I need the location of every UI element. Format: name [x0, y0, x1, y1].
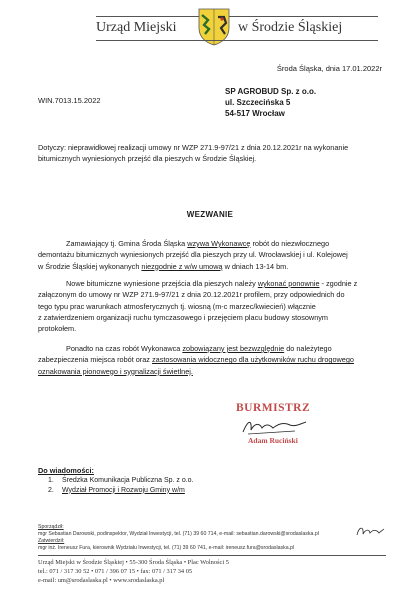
p2-text-a: Nowe bitumiczne wyniesione przejścia dla pieszych należy — [66, 279, 258, 288]
footer — [38, 558, 229, 585]
letter-date: Środa Śląska, dnia 17.01.2022r — [276, 64, 382, 73]
p1-line-2: demontażu bitumicznych wyniesionych przejść dla pieszych przy ul. Wrocławskiej i ul. Kolejowej — [38, 250, 348, 260]
p3-text-c: do należytego — [284, 344, 332, 353]
signature-title: BURMISTRZ — [236, 402, 311, 414]
paragraph-3 — [38, 343, 383, 377]
recipient-company: SP AGROBUD Sp. z o.o. — [225, 87, 317, 96]
footer-contact: e-mail: um@srodaslaska.pl • www.srodaslaska.pl — [38, 577, 165, 584]
prepared-by-label: Sporządził: — [38, 524, 64, 530]
p2-line-5: protokołem. — [38, 324, 77, 334]
prepared-by-text: mgr Sebastian Darowski, podinspektor, Wydział Inwestycji, tel. (71) 39 60 714, e-mail: sebastian.darowski@srodaslaska.pl — [38, 531, 319, 537]
reference-number: WIN.7013.15.2022 — [38, 96, 101, 105]
recipient-address — [225, 86, 316, 119]
p3-text-d: zabezpieczenia miejsca robót oraz — [38, 355, 152, 365]
p2-line-3: tego typu prac warunkach atmosferycznych tj. wiosną (m-c marzec/kwiecień) włącznie — [38, 301, 316, 311]
footer-address: Urząd Miejski w Środzie Śląskiej • 55-300 Środa Śląska • Plac Wolności 5 — [38, 559, 229, 566]
letterhead-left-text: Urząd Miejski — [96, 20, 177, 35]
distribution-label: Do wiadomości: — [38, 466, 94, 475]
p1-text-c: robót do niezwłocznego — [250, 239, 330, 248]
p1-text-f: w dniach 13-14 bm. — [222, 261, 289, 271]
recipient-street: ul. Szczecińska 5 — [225, 98, 291, 107]
handwritten-signature — [240, 416, 310, 436]
subject-line-1: Dotyczy: nieprawidłowej realizacji umowy nr WZP 271.9-97/21 z dnia 20.12.2021r na wykonanie — [38, 143, 349, 152]
p3-text-a: Ponadto na czas robót Wykonawca — [66, 344, 183, 353]
distribution-item: 2. Wydział Promocji i Rozwoju Gminy w/m — [48, 486, 185, 494]
footer-phones: tel.: 071 / 317 30 52 • 071 / 396 07 15 • fax: 071 / 317 34 05 — [38, 568, 193, 575]
p2-text-c: - zgodnie z — [319, 279, 358, 288]
document-heading: WEZWANIE — [186, 210, 234, 219]
recipient-city: 54-517 Wrocław — [225, 109, 285, 118]
paragraph-1 — [38, 238, 383, 272]
p1-text-a: Zamawiający tj. Gmina Środa Śląska — [66, 239, 188, 248]
p1-text-d: w Środzie Śląskiej wykonanych — [38, 261, 142, 271]
signature-name: Adam Ruciński — [248, 436, 298, 445]
footer-rule — [38, 555, 386, 556]
letterhead-right-text: w Środzie Śląskiej — [238, 20, 343, 35]
p1-emphasis-summon: wzywa Wykonawcę — [187, 239, 251, 248]
letterhead-bottom-rule — [96, 40, 378, 41]
initials-signature — [355, 524, 385, 538]
distribution-list — [48, 476, 194, 495]
p2-emphasis-redo: wykonać ponownie — [257, 279, 320, 288]
distribution-item: 1. Średzka Komunikacja Publiczna Sp. z o.o. — [48, 477, 194, 484]
subject-line-2: bitumicznych wyniesionych przejść dla pieszych w Środzie Śląskiej. — [38, 154, 257, 163]
p2-line-2: załączonym do umowy nr WZP 271.9-97/21 z dnia 20.12.2021r profilem, przy odpowiednich do — [38, 290, 345, 300]
p1-emphasis-noncompliant: niezgodnie z w/w umową — [141, 261, 223, 271]
p3-emphasis-signage: zastosowania widocznego dla użytkowników ruchu drogowego — [151, 355, 354, 365]
p2-line-4: z zatwierdzeniem organizacji ruchu tymczasowego i przejęciem placu budowy stosownym — [38, 312, 328, 322]
p3-line-3: oznakowania pionowego i sygnalizacji świetlnej. — [38, 366, 193, 376]
subject-block — [38, 142, 383, 164]
p3-emphasis-obliged: zobowiązany jest bezwzględnie — [182, 344, 285, 353]
approved-by-text: mgr inż. Ireneusz Fura, kierownik Wydziału Inwestycji, tel. (71) 39 60 741, e-mail: ireneusz.fura@srodaslaska.pl — [38, 545, 295, 551]
letterhead-top-rule — [96, 16, 378, 17]
paragraph-2 — [38, 278, 383, 334]
approved-by-label: Zatwierdził: — [38, 538, 65, 544]
